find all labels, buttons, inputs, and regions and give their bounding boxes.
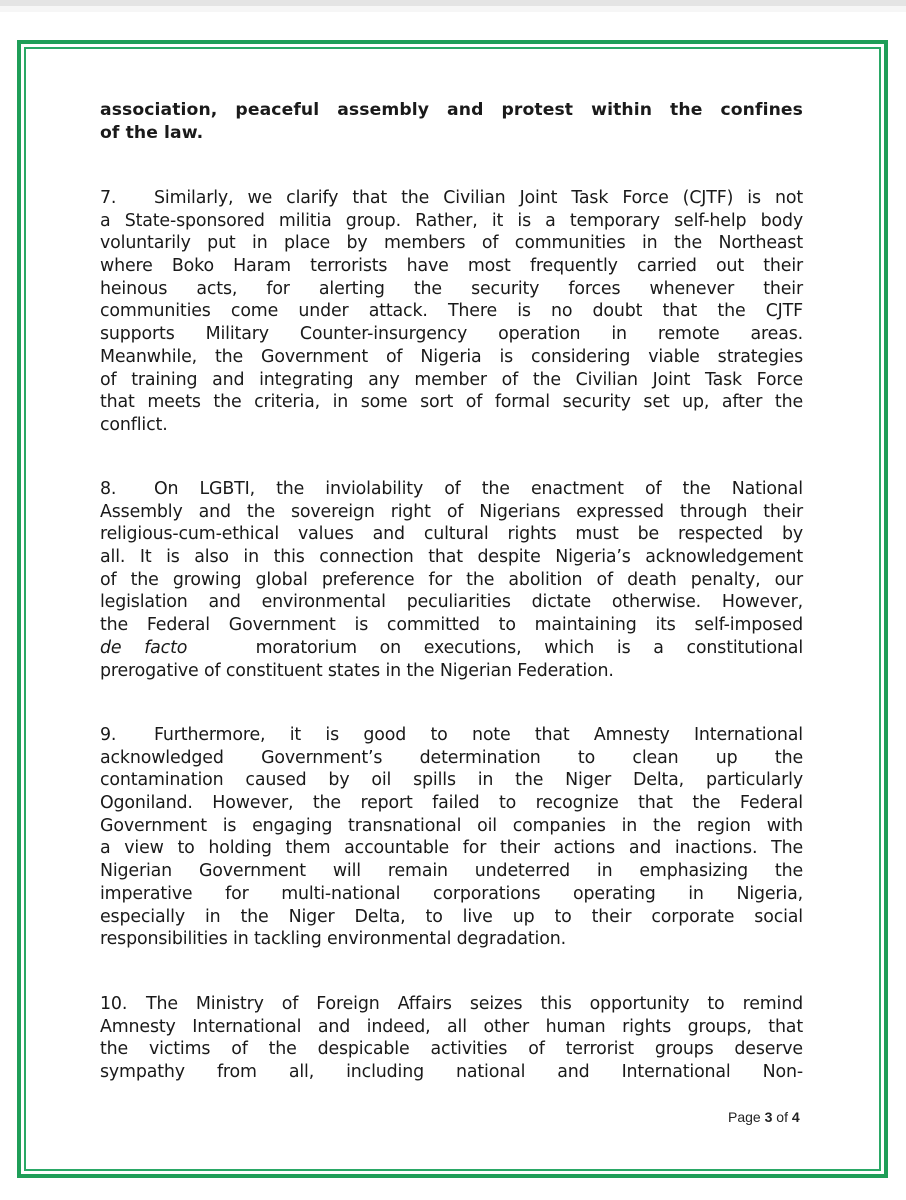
paragraph-7 (100, 187, 803, 437)
text-line: where Boko Haram terrorists have most frequently carried out their (100, 256, 803, 277)
text-line: responsibilities in tackling environmental degradation. (100, 929, 566, 950)
text-line: of the law. (100, 122, 204, 143)
page-number-footer (728, 1109, 808, 1125)
text-line: 8. On LGBTI, the inviolability of the enactment of the National (100, 479, 803, 499)
text-line: 9. Furthermore, it is good to note that Amnesty International (100, 725, 803, 745)
paragraph-9 (100, 724, 803, 951)
text-line: all. It is also in this connection that despite Nigeria’s acknowledgement (100, 547, 803, 568)
paragraph-number: 7. (100, 188, 117, 208)
text-line: legislation and environmental peculiarities dictate otherwise. However, (100, 592, 803, 613)
paragraph-number: 9. (100, 725, 117, 745)
paragraph-8 (100, 478, 803, 682)
text-line: especially in the Niger Delta, to live up to their corporate social (100, 906, 803, 927)
of-label: of (776, 1109, 788, 1125)
text-line: of the growing global preference for the abolition of death penalty, our (100, 569, 803, 590)
text-line: supports Military Counter-insurgency operation in remote areas. (100, 324, 803, 345)
paragraph-number: 10. (100, 994, 128, 1014)
page-label: Page (728, 1109, 761, 1125)
total-pages: 4 (791, 1109, 800, 1125)
text-line: voluntarily put in place by members of communities in the Northeast (100, 233, 803, 254)
paragraph-number: 8. (100, 479, 117, 499)
text-line: sympathy from all, including national and International Non- (100, 1062, 803, 1083)
current-page: 3 (764, 1109, 773, 1125)
text-line: imperative for multi-national corporations operating in Nigeria, (100, 883, 803, 904)
continuation-text (100, 99, 803, 144)
italic-latin-phrase: de facto (100, 637, 188, 658)
text-line: that meets the criteria, in some sort of formal security set up, after the (100, 392, 803, 413)
text-line: 7. Similarly, we clarify that the Civilian Joint Task Force (CJTF) is not (100, 188, 803, 208)
text-line: Ogoniland. However, the report failed to recognize that the Federal (100, 793, 803, 814)
text-line: Meanwhile, the Government of Nigeria is considering viable strategies (100, 346, 803, 367)
text-line: acknowledged Government’s determination to clean up the (100, 747, 803, 768)
text-line: de facto moratorium on executions, which is a constitutional (100, 637, 804, 658)
text-line: Assembly and the sovereign right of Nigerians expressed through their (100, 501, 803, 522)
top-edge-shadow (0, 6, 906, 12)
text-line: of training and integrating any member of the Civilian Joint Task Force (100, 369, 803, 390)
text-line: Government is engaging transnational oil companies in the region with (100, 815, 803, 836)
text-line: contamination caused by oil spills in the Niger Delta, particularly (100, 770, 803, 791)
text-line: Amnesty International and indeed, all other human rights groups, that (100, 1016, 803, 1037)
text-line: the victims of the despicable activities of terrorist groups deserve (100, 1039, 803, 1060)
text-line: religious-cum-ethical values and cultural rights must be respected by (100, 524, 803, 545)
text-line: a State-sponsored militia group. Rather, it is a temporary self-help body (100, 210, 803, 231)
text-line: communities come under attack. There is no doubt that the CJTF (100, 301, 803, 322)
text-line: a view to holding them accountable for their actions and inactions. The (100, 838, 803, 859)
text-line: the Federal Government is committed to maintaining its self-imposed (100, 615, 803, 636)
text-line: prerogative of constituent states in the Nigerian Federation. (100, 660, 614, 681)
text-line: 10. The Ministry of Foreign Affairs seizes this opportunity to remind (100, 994, 803, 1014)
text-line: heinous acts, for alerting the security forces whenever their (100, 278, 803, 299)
paragraph-10 (100, 993, 803, 1084)
text-line: conflict. (100, 414, 168, 435)
text-line: Nigerian Government will remain undeterred in emphasizing the (100, 861, 803, 882)
text-line: association, peaceful assembly and protest within the confines (100, 100, 803, 120)
